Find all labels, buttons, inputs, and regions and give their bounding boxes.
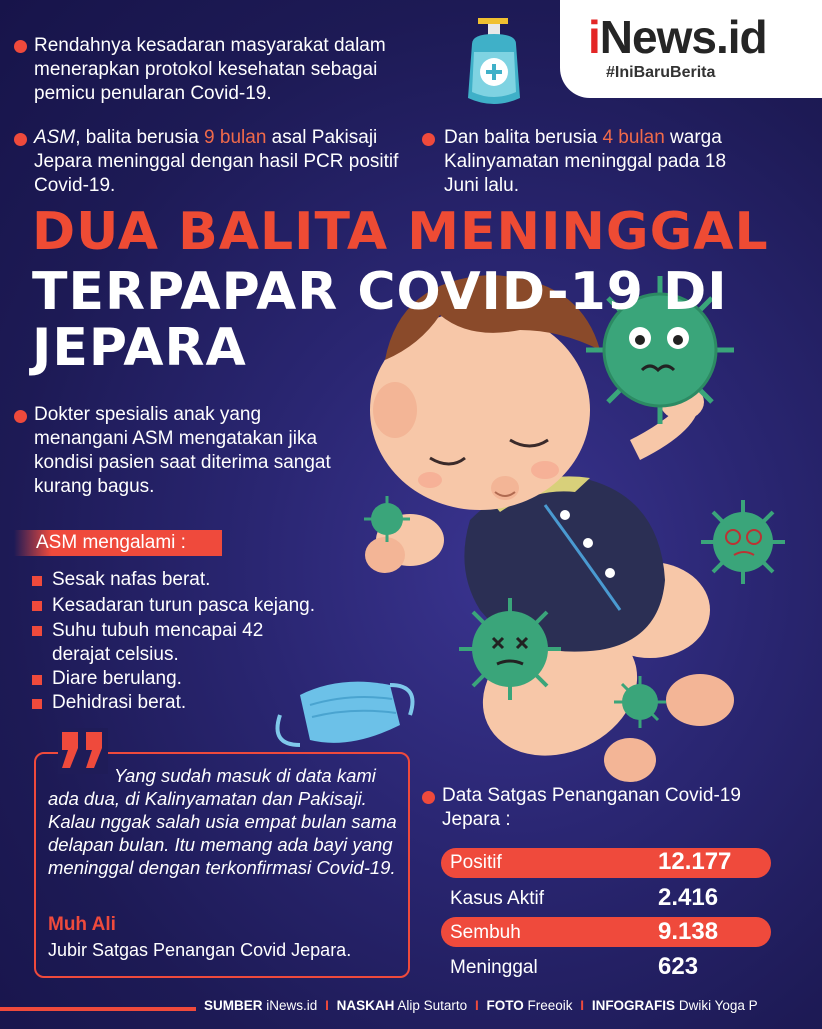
title-line-1: DUA BALITA MENINGGAL <box>32 202 769 262</box>
stat-value-kasus-aktif: 2.416 <box>658 884 719 911</box>
fact-kalinyamatan: Dan balita berusia 4 bulan warga Kalinyamatan meninggal pada 18 Juni lalu. <box>444 127 727 196</box>
symptom-item: Diare berulang. <box>52 668 182 689</box>
bullet-dot <box>14 410 27 423</box>
face-mask-icon <box>270 655 420 755</box>
stats-heading: Data Satgas Penanganan Covid-19 Jepara : <box>442 785 741 830</box>
fact-doctor: Dokter spesialis anak yang menangani ASM mengatakan jika kondisi pasien saat diterima sangat kurang bagus. <box>34 404 331 497</box>
stat-value-positif: 12.177 <box>658 848 732 875</box>
hand-sanitizer-icon <box>454 12 534 112</box>
brand-logo: iNews.id <box>588 11 767 63</box>
stat-label-positif: Positif <box>450 852 502 873</box>
virus-icon <box>612 674 668 730</box>
fact-protocol: Rendahnya kesadaran masyarakat dalam menerapkan protokol kesehatan sebagai pemicu penularan Covid-19. <box>34 35 386 104</box>
bullet-square <box>32 699 42 709</box>
title-line-3: JEPARA <box>32 318 247 378</box>
footer-divider <box>0 1007 196 1011</box>
symptom-item: Sesak nafas berat. <box>52 569 211 590</box>
footer-credits: SUMBER iNews.id I NASKAH Alip Sutarto I FOTO Freeoik I INFOGRAFIS Dwiki Yoga P <box>204 998 758 1013</box>
bullet-square <box>32 675 42 685</box>
stat-value-sembuh: 9.138 <box>658 918 719 945</box>
bullet-dot <box>422 133 435 146</box>
fact-asm: ASM, balita berusia 9 bulan asal Pakisaji Jepara meninggal dengan hasil PCR positif Covid-19. <box>34 127 399 196</box>
symptom-item: Suhu tubuh mencapai 42 <box>52 620 264 641</box>
stat-label-sembuh: Sembuh <box>450 922 521 943</box>
symptom-item-continued: derajat celsius. <box>52 644 179 665</box>
virus-icon <box>698 497 788 587</box>
symptom-item: Kesadaran turun pasca kejang. <box>52 595 316 616</box>
bullet-dot <box>422 791 435 804</box>
title-line-2: TERPAPAR COVID-19 DI <box>32 262 728 322</box>
symptoms-label: ASM mengalami : <box>14 530 222 556</box>
quote-text: Yang sudah masuk di data kami ada dua, di Kalinyamatan dan Pakisaji. Kalau nggak salah usia empat bulan sama delapan bulan. Itu memang ada bayi yang meninggal dengan terkonfirmasi Covid-19. <box>48 765 397 878</box>
virus-icon <box>362 494 412 544</box>
logo-box <box>560 0 822 98</box>
quote-author: Muh Ali <box>48 914 116 935</box>
stat-label-kasus-aktif: Kasus Aktif <box>450 888 544 909</box>
symptom-item: Dehidrasi berat. <box>52 692 187 713</box>
bullet-square <box>32 576 42 586</box>
stat-label-meninggal: Meninggal <box>450 957 538 978</box>
stat-value-meninggal: 623 <box>658 953 699 980</box>
bullet-square <box>32 601 42 611</box>
quote-author-role: Jubir Satgas Penangan Covid Jepara. <box>48 940 352 960</box>
brand-tagline: #IniBaruBerita <box>606 64 716 81</box>
bullet-square <box>32 626 42 636</box>
bullet-dot <box>14 40 27 53</box>
virus-icon <box>455 594 565 704</box>
bullet-dot <box>14 133 27 146</box>
